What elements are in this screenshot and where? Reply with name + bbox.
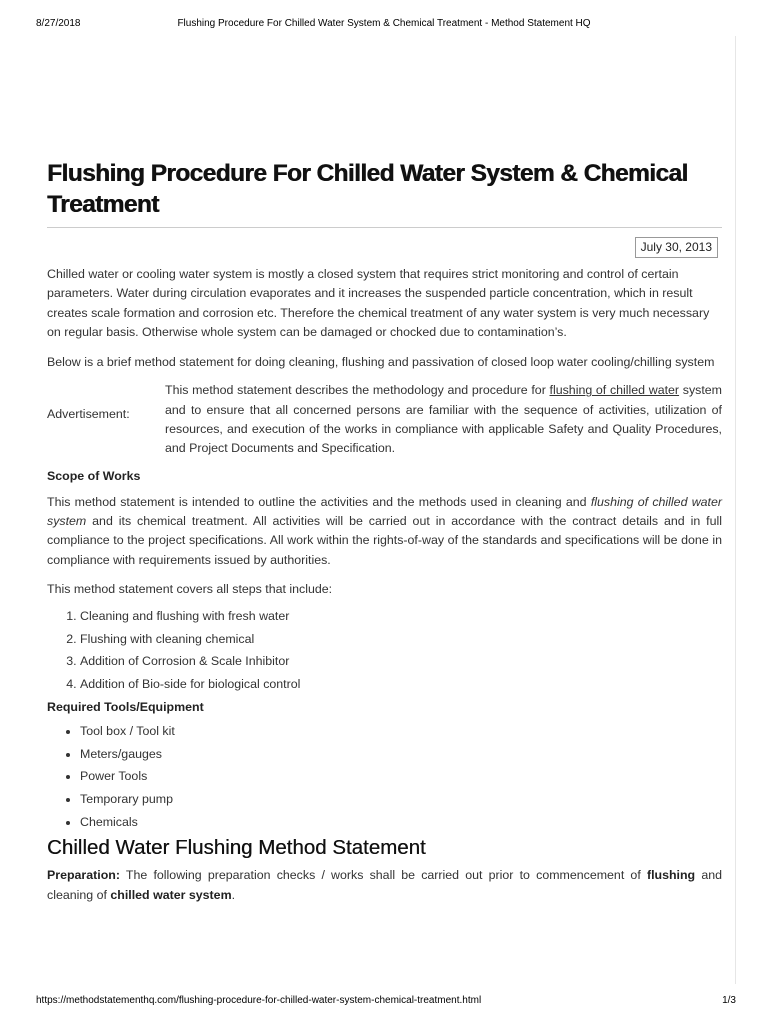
covers-paragraph: This method statement covers all steps that include: [47, 581, 333, 596]
article [47, 158, 722, 905]
list-item: • Power Tools [80, 767, 722, 786]
list-item: • Meters/gauges [80, 745, 722, 764]
scope-text-after: and its chemical treatment. All activities will be carried out in accordance with the contract details and in full compliance to the project specifications. All work within the rights-of-way of the standards and specifications will be done in compliance with requirements issued by authorities. [47, 513, 722, 567]
prep-text-end: . [231, 887, 236, 902]
title-divider [47, 227, 722, 228]
print-page-title: Flushing Procedure For Chilled Water System & Chemical Treatment - Method Statement HQ [177, 18, 591, 29]
print-date: 8/27/2018 [36, 18, 81, 29]
print-url: https://methodstatementhq.com/flushing-procedure-for-chilled-water-system-chemical-treatment.html [36, 995, 482, 1006]
tools-list [47, 722, 722, 832]
section-heading: Chilled Water Flushing Method Statement [47, 836, 426, 860]
article-title: Flushing Procedure For Chilled Water System & Chemical Treatment [47, 160, 688, 218]
intro-paragraph: Chilled water or cooling water system is mostly a closed system that requires strict monitoring and control of certain parameters. Water during circulation evaporates and it increases the suspended particle concentration, which in result creates scale formation and corrosion etc. Therefore the chemical treatment of any water system is very much necessary on regular basis. Otherwise whole system can be damaged or chocked due to contamination’s. [47, 267, 710, 339]
prep-text-mid: and cleaning of [47, 868, 722, 902]
method-text-after: system and to ensure that all concerned persons are familiar with the sequence of activities, utilization of resources, and execution of the works in compliance with applicable Safety and Quality Procedures, and Project Documents and Specification. [165, 383, 722, 456]
prep-text-before: The following preparation checks / works shall be carried out prior to commencement of [119, 868, 647, 883]
list-item: 4. Addition of Bio-side for biological control [80, 675, 722, 694]
page-number: 1/3 [722, 995, 736, 1006]
brief-paragraph: Below is a brief method statement for doing cleaning, flushing and passivation of closed loop water cooling/chilling system [47, 355, 715, 370]
list-item: • Temporary pump [80, 790, 722, 809]
scope-paragraph [47, 493, 722, 570]
list-item: • Tool box / Tool kit [80, 722, 722, 741]
scope-text-before: This method statement is intended to outline the activities and the methods used in cleaning and [47, 494, 591, 509]
scope-heading: Scope of Works [47, 468, 141, 483]
scope-italic: flushing of chilled water system [47, 494, 722, 528]
publish-date-badge: July 30, 2013 [635, 237, 718, 258]
method-text-before: This method statement describes the methodology and procedure for [165, 383, 550, 398]
list-item: 1. Cleaning and flushing with fresh water [80, 607, 722, 626]
date-row [47, 237, 722, 260]
prep-bold-system: chilled water system [110, 887, 232, 902]
preparation-paragraph [47, 866, 722, 905]
list-item: • Chemicals [80, 813, 722, 832]
preparation-label: Preparation: [47, 868, 120, 883]
prep-bold-flushing: flushing [646, 868, 696, 883]
flushing-link[interactable]: flushing of chilled water [549, 383, 680, 398]
steps-list [47, 607, 722, 694]
list-item: 3. Addition of Corrosion & Scale Inhibitor [80, 652, 722, 671]
advertisement-label: Advertisement: [47, 407, 130, 422]
tools-heading: Required Tools/Equipment [47, 699, 204, 714]
advertisement-row [47, 381, 722, 458]
method-description [165, 381, 722, 458]
page-edge-divider [735, 36, 736, 984]
list-item: 2. Flushing with cleaning chemical [80, 630, 722, 649]
